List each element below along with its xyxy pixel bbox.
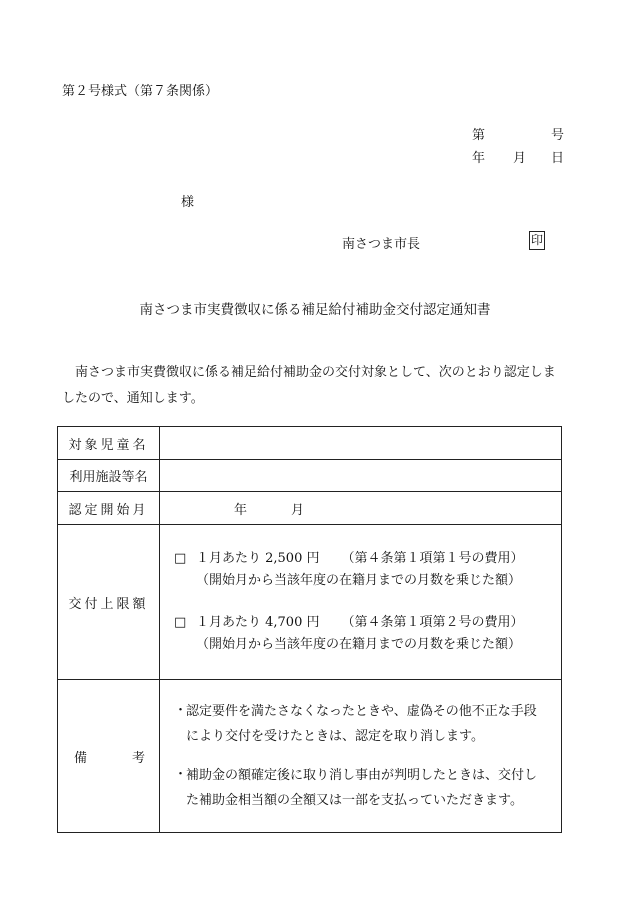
date-day: 日 — [551, 151, 565, 166]
facility-label: 利用施設等名 — [58, 460, 160, 492]
document-title: 南さつま市実費徴収に係る補足給付補助金交付認定通知書 — [139, 302, 491, 318]
facility-value[interactable] — [160, 460, 562, 492]
body-paragraph: 南さつま市実費徴収に係る補足給付補助金の交付対象として、次のとおり認定しましたので、通知します。 — [62, 365, 556, 406]
remarks-label: 備 考 — [58, 680, 160, 833]
row-start-month — [58, 492, 562, 525]
option-detail: （開始月から当該年度の在籍月までの月数を乗じた額） — [196, 637, 522, 652]
start-month-year: 年 — [234, 502, 248, 518]
note-item: ・ 認定要件を満たさなくなったときや、虚偽その他不正な手段により交付を受けたときは、認定を取り消します。 — [174, 703, 537, 744]
row-facility — [58, 460, 562, 492]
document-number-suffix: 号 — [551, 128, 565, 143]
start-month-label: 認定開始月 — [58, 492, 160, 525]
issuer-name: 南さつま市長 — [342, 237, 421, 252]
certification-table — [57, 426, 562, 833]
child-name-value[interactable] — [160, 427, 562, 460]
checkbox-icon[interactable]: □ — [174, 551, 187, 566]
date-month: 月 — [513, 151, 527, 166]
child-name-label: 対象児童名 — [58, 427, 160, 460]
row-limit — [58, 525, 562, 680]
option-detail: （開始月から当該年度の在籍月までの月数を乗じた額） — [196, 573, 522, 588]
option-reference: （第４条第１項第１号の費用） — [341, 551, 524, 566]
option-amount: １月あたり 2,500 円 — [196, 551, 320, 566]
option-reference: （第４条第１項第２号の費用） — [341, 615, 524, 630]
seal-stamp: 印 — [529, 231, 545, 250]
start-month-value[interactable] — [160, 492, 562, 525]
checkbox-icon[interactable]: □ — [174, 615, 187, 630]
row-remarks — [58, 680, 562, 833]
limit-option-1[interactable] — [174, 548, 561, 592]
date-year: 年 — [472, 151, 486, 166]
limit-label: 交付上限額 — [58, 525, 160, 680]
limit-options — [160, 525, 562, 680]
document-number-prefix: 第 — [472, 128, 486, 143]
form-number: 第２号様式（第７条関係） — [62, 84, 219, 99]
row-child-name — [58, 427, 562, 460]
start-month-month: 月 — [291, 502, 305, 518]
note-item: ・ 補助金の額確定後に取り消し事由が判明したときは、交付した補助金相当額の全額又は一部を支払っていただきます。 — [174, 767, 538, 808]
option-amount: １月あたり 4,700 円 — [196, 615, 320, 630]
addressee-suffix: 様 — [181, 195, 195, 210]
remarks-notes — [160, 680, 562, 833]
limit-option-2[interactable] — [174, 612, 561, 656]
